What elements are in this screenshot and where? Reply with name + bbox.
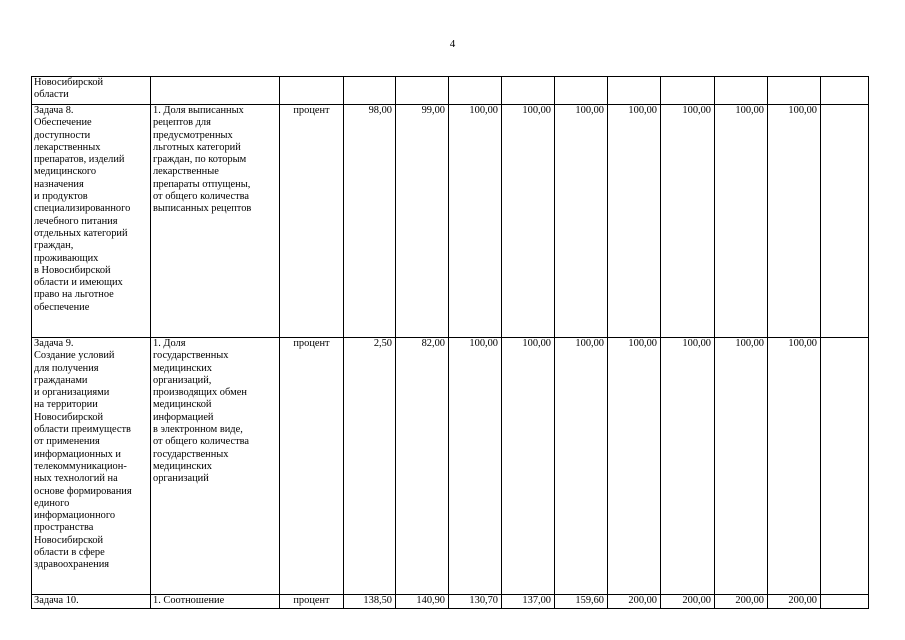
value-cell: 137,00 (502, 595, 555, 609)
value-cell (502, 77, 555, 105)
value-cell: 159,60 (555, 595, 608, 609)
value-cell (344, 77, 396, 105)
indicator-cell: 1. Соотношение (151, 595, 280, 609)
page-number: 4 (449, 38, 456, 50)
value-cell: 100,00 (661, 105, 715, 338)
value-cell: 99,00 (396, 105, 449, 338)
task-cell: Задача 9. Создание условий для получения гражданами и организациями на территории Новосибирской области преимуществ от применения информационных и телекоммуникацион- ных технологий на основе формирования единого информационного пространства Новосибирской области в сфере здравоохранения (32, 338, 151, 595)
value-cell (821, 77, 869, 105)
value-cell: 100,00 (555, 105, 608, 338)
value-cell: 100,00 (449, 338, 502, 595)
table-row (32, 338, 869, 595)
value-cell (768, 77, 821, 105)
value-cell (715, 77, 768, 105)
value-cell: 200,00 (661, 595, 715, 609)
table-row (32, 77, 869, 105)
value-cell (396, 77, 449, 105)
value-cell: 100,00 (608, 338, 661, 595)
value-cell: 200,00 (768, 595, 821, 609)
value-cell: 100,00 (768, 338, 821, 595)
value-cell: 100,00 (502, 338, 555, 595)
indicator-cell: 1. Доля государственных медицинских организаций, производящих обмен медицинской информацией в электронном виде, от общего количества государственных медицинских организаций (151, 338, 280, 595)
value-cell: 100,00 (608, 105, 661, 338)
value-cell: 130,70 (449, 595, 502, 609)
value-cell: 140,90 (396, 595, 449, 609)
task-cell: Новосибирской области (32, 77, 151, 105)
value-cell: 2,50 (344, 338, 396, 595)
unit-cell: процент (280, 595, 344, 609)
value-cell (821, 595, 869, 609)
value-cell: 200,00 (715, 595, 768, 609)
table-row (32, 105, 869, 338)
value-cell: 100,00 (715, 338, 768, 595)
indicators-table (31, 76, 869, 609)
value-cell: 100,00 (768, 105, 821, 338)
value-cell (449, 77, 502, 105)
indicator-cell (151, 77, 280, 105)
value-cell: 138,50 (344, 595, 396, 609)
value-cell (661, 77, 715, 105)
table-row (32, 595, 869, 609)
value-cell: 200,00 (608, 595, 661, 609)
unit-cell: процент (280, 105, 344, 338)
task-cell: Задача 10. (32, 595, 151, 609)
value-cell (608, 77, 661, 105)
value-cell: 100,00 (555, 338, 608, 595)
value-cell: 82,00 (396, 338, 449, 595)
value-cell (555, 77, 608, 105)
value-cell: 100,00 (449, 105, 502, 338)
task-cell: Задача 8. Обеспечение доступности лекарственных препаратов, изделий медицинского назначения и продуктов специализированного лечебного питания отдельных категорий граждан, проживающих в Новосибирской области и имеющих право на льготное обеспечение (32, 105, 151, 338)
value-cell: 98,00 (344, 105, 396, 338)
unit-cell (280, 77, 344, 105)
value-cell: 100,00 (715, 105, 768, 338)
value-cell: 100,00 (502, 105, 555, 338)
indicator-cell: 1. Доля выписанных рецептов для предусмотренных льготных категорий граждан, по которым лекарственные препараты отпущены, от общего количества выписанных рецептов (151, 105, 280, 338)
unit-cell: процент (280, 338, 344, 595)
value-cell (821, 338, 869, 595)
value-cell: 100,00 (661, 338, 715, 595)
value-cell (821, 105, 869, 338)
